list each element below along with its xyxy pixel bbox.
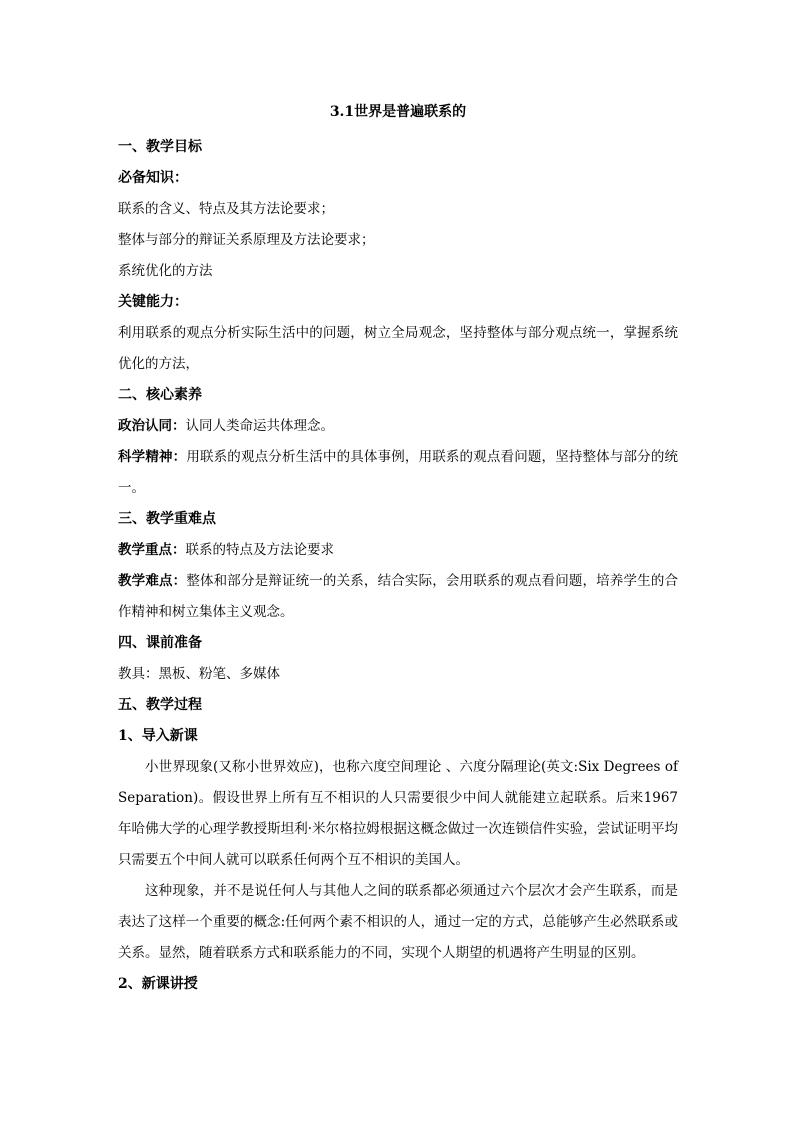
tools-text: 教具：黑板、粉笔、多媒体 — [118, 666, 280, 682]
difficult-paragraph — [118, 566, 678, 628]
intro-paragraph-2: 这种现象，并不是说任何人与其他人之间的联系都必须通过六个层次才会产生联系，而是表达了这样一个重要的概念:任何两个素不相识的人，通过一定的方式，总能够产生必然联系或关系。显然，随着联系方式和联系能力的不同，实现个人期望的机遇将产生明显的区别。 — [118, 883, 678, 961]
section-heading-objectives: 一、教学目标 — [118, 139, 202, 155]
science-label: 科学精神： — [118, 449, 187, 465]
knowledge-item: 系统优化的方法 — [118, 263, 213, 279]
subheading-new-lesson: 2、新课讲授 — [118, 976, 198, 992]
science-text: 用联系的观点分析生活中的具体事例，用联系的观点看问题，坚持整体与部分的统一。 — [118, 449, 678, 496]
key-label: 教学重点： — [118, 542, 186, 558]
science-paragraph — [118, 442, 678, 504]
document-page — [118, 102, 678, 1000]
key-text: 联系的特点及方法论要求 — [185, 542, 334, 558]
ability-label: 关键能力： — [118, 294, 188, 310]
difficult-text: 整体和部分是辩证统一的关系，结合实际，会用联系的观点看问题，培养学生的合作精神和树立集体主义观念。 — [118, 573, 678, 620]
knowledge-label: 必备知识： — [118, 170, 188, 186]
section-heading-preparation: 四、课前准备 — [118, 635, 202, 651]
political-text: 认同人类命运共体理念。 — [185, 418, 334, 434]
ability-text: 利用联系的观点分析实际生活中的问题，树立全局观念，坚持整体与部分观点统一，掌握系统优化的方法， — [118, 325, 678, 372]
political-label: 政治认同： — [118, 418, 186, 434]
subheading-intro: 1、导入新课 — [118, 728, 198, 744]
intro-paragraph-1: 小世界现象(又称小世界效应)，也称六度空间理论 、六度分隔理论(英文:Six Degrees of Separation)。假设世界上所有互不相识的人只需要很少中间人就能建立起联系。后来1967年哈佛大学的心理学教授斯坦利·米尔格拉姆根据这概念做过一次连锁信件实验，尝试证明平均只需要五个中间人就可以联系任何两个互不相识的美国人。 — [118, 759, 678, 868]
section-heading-key-points: 三、教学重难点 — [118, 511, 216, 527]
knowledge-item: 联系的含义、特点及其方法论要求； — [118, 201, 334, 217]
knowledge-item: 整体与部分的辩证关系原理及方法论要求； — [118, 232, 375, 248]
section-heading-literacy: 二、核心素养 — [118, 387, 202, 403]
section-heading-process: 五、教学过程 — [118, 697, 202, 713]
difficult-label: 教学难点： — [118, 573, 187, 589]
document-title: 3.1世界是普遍联系的 — [329, 104, 467, 120]
key-paragraph — [118, 535, 678, 566]
political-paragraph — [118, 411, 678, 442]
